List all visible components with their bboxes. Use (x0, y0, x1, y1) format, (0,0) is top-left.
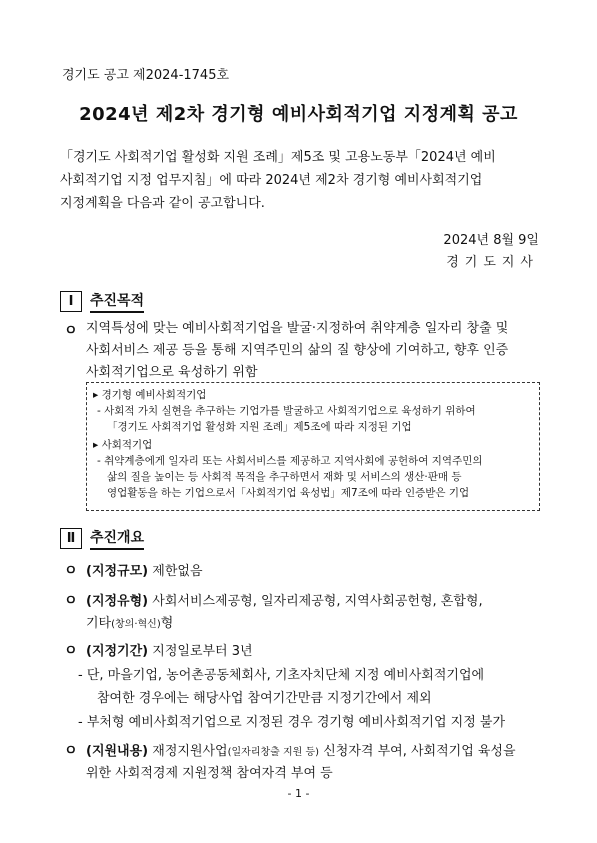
type-other-suffix: 형 (160, 616, 174, 631)
issuer-name: 경기도지사 (446, 255, 539, 270)
section-number: Ⅱ (60, 528, 82, 549)
type-row (86, 590, 483, 609)
support-row (86, 740, 516, 759)
circle-bullet: ㅇ (64, 563, 78, 579)
purpose-line: 지역특성에 맞는 예비사회적기업을 발굴·지정하여 취약계층 일자리 창출 및 (86, 321, 509, 336)
section-label: 추진개요 (90, 527, 144, 550)
period-label: (지정기간) (86, 644, 149, 659)
support-row-2: 위한 사회적경제 지원정책 참여자격 부여 등 (86, 766, 333, 781)
type-other: 기타 (86, 616, 112, 631)
period-note-cont: 참여한 경우에는 해당사업 참여기간만큼 지정기간에서 제외 (97, 691, 432, 706)
circle-bullet: ㅇ (64, 743, 78, 759)
scale-row (86, 560, 203, 579)
circle-bullet: ㅇ (64, 593, 78, 609)
notice-number: 경기도 공고 제2024-1745호 (62, 68, 230, 83)
intro-line: 「경기도 사회적기업 활성화 지원 조례」제5조 및 고용노동부「2024년 예비 (60, 150, 496, 165)
notice-date: 2024년 8월 9일 (443, 233, 539, 248)
support-note: (일자리창출 지원 등) (227, 747, 320, 758)
box-item-title: ▸ 사회적기업 (93, 439, 153, 451)
circle-bullet: ㅇ (64, 323, 78, 339)
scale-label: (지정규모) (86, 564, 149, 579)
box-item-title: ▸ 경기형 예비사회적기업 (93, 389, 207, 401)
box-item-line: - 사회적 가치 실현을 추구하는 기업가를 발굴하고 사회적기업으로 육성하기 위하여 (97, 405, 476, 417)
section-number: Ⅰ (60, 291, 82, 312)
purpose-line: 사회서비스 제공 등을 통해 지역주민의 삶의 질 향상에 기여하고, 향후 인증 (86, 343, 509, 358)
definition-box (86, 382, 540, 511)
type-value: 사회서비스제공형, 일자리제공형, 지역사회공헌형, 혼합형, (152, 594, 483, 609)
period-note: - 단, 마을기업, 농어촌공동체회사, 기초자치단체 지정 예비사회적기업에 (78, 668, 485, 683)
support-value-cont: 신청자격 부여, 사회적기업 육성을 (319, 744, 516, 759)
page-number: - 1 - (287, 787, 310, 800)
intro-line: 사회적기업 지정 업무지침」에 따라 2024년 제2차 경기형 예비사회적기업 (60, 173, 483, 188)
page-title: 2024년 제2차 경기형 예비사회적기업 지정계획 공고 (79, 104, 518, 125)
scale-value: 제한없음 (152, 564, 203, 579)
circle-bullet: ㅇ (64, 643, 78, 659)
support-value: 재정지원사업 (152, 744, 228, 759)
section-heading-purpose (60, 290, 144, 313)
type-label: (지정유형) (86, 594, 149, 609)
box-item-line: 영업활동을 하는 기업으로서「사회적기업 육성법」제7조에 따라 인증받은 기업 (107, 487, 470, 499)
section-heading-overview (60, 527, 144, 550)
purpose-line: 사회적기업으로 육성하기 위함 (86, 365, 258, 380)
box-item-line: - 취약계층에게 일자리 또는 사회서비스를 제공하고 지역사회에 공헌하여 지역주민의 (97, 455, 483, 467)
period-row (86, 640, 253, 659)
period-note: - 부처형 예비사회적기업으로 지정된 경우 경기형 예비사회적기업 지정 불가 (78, 715, 506, 730)
type-row-2 (86, 612, 173, 631)
type-other-note: (창의·혁신) (111, 619, 161, 630)
purpose-text (86, 318, 546, 384)
intro-paragraph (60, 146, 540, 215)
section-label: 추진목적 (90, 290, 144, 313)
intro-line: 지정계획을 다음과 같이 공고합니다. (60, 196, 265, 211)
box-item-line: 「경기도 사회적기업 활성화 지원 조례」제5조에 따라 지정된 기업 (107, 421, 412, 433)
period-value: 지정일로부터 3년 (152, 644, 253, 659)
support-label: (지원내용) (86, 744, 149, 759)
box-item-line: 삶의 질을 높이는 등 사회적 목적을 추구하면서 재화 및 서비스의 생산·판매 등 (107, 471, 462, 483)
